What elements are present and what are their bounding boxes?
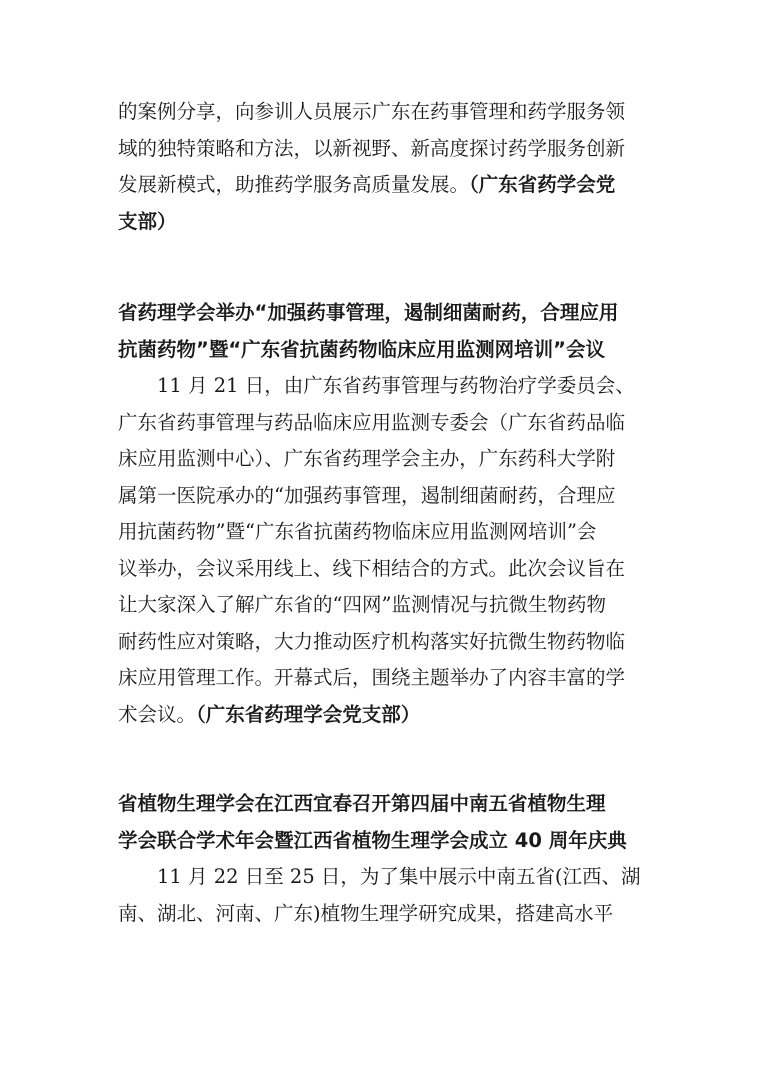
article-2-title-line: 抗菌药物”暨“广东省抗菌药物临床应用监测网培训”会议 bbox=[118, 337, 605, 361]
article-2-body-line: 床应用管理工作。开幕式后，围绕主题举办了内容丰富的学 bbox=[118, 666, 626, 689]
article-2-source: （广东省药理学会党支部） bbox=[196, 702, 421, 726]
article-1-source-cont: 支部） bbox=[118, 209, 177, 233]
article-1-body-line: 的案例分享，向参训人员展示广东在药事管理和药学服务领 bbox=[118, 100, 626, 123]
article-3-title-line: 省植物生理学会在江西宜春召开第四届中南五省植物生理 bbox=[118, 792, 606, 815]
article-3 bbox=[118, 786, 658, 932]
article-2-body-line: 耐药性应对策略，大力推动医疗机构落实好抗微生物药物临 bbox=[118, 629, 626, 653]
article-3-body-line: 11 月 22 日至 25 日，为了集中展示中南五省(江西、湖 bbox=[157, 865, 641, 888]
article-2-body-line: 让大家深入了解广东省的“四网”监测情况与抗微生物药物 bbox=[118, 593, 606, 616]
article-2-body-line: 属第一医院承办的“加强药事管理，遏制细菌耐药，合理应 bbox=[118, 483, 616, 507]
article-2-body-line: 床应用监测中心）、广东省药理学会主办，广东药科大学附 bbox=[118, 447, 616, 470]
article-1-continuation bbox=[118, 94, 658, 240]
article-2-body-text: 术会议。 bbox=[118, 702, 197, 726]
article-3-body-line: 南、湖北、河南、广东)植物生理学研究成果，搭建高水平 bbox=[118, 901, 614, 925]
article-2-body-line: 用抗菌药物”暨“广东省抗菌药物临床应用监测网培训”会 bbox=[118, 520, 597, 543]
article-3-title-line: 学会联合学术年会暨江西省植物生理学会成立 40 周年庆典 bbox=[118, 828, 627, 852]
article-2-body-line: 议举办，会议采用线上、线下相结合的方式。此次会议旨在 bbox=[118, 556, 626, 580]
article-1-body-line: 域的独特策略和方法，以新视野、新高度探讨药学服务创新 bbox=[118, 136, 626, 160]
article-1-body-text: 发展新模式，助推药学服务高质量发展。 bbox=[118, 173, 470, 196]
article-2-body-line bbox=[118, 697, 658, 734]
article-2-title-line: 省药理学会举办“加强药事管理，遏制细菌耐药，合理应用 bbox=[118, 301, 619, 324]
article-2-body-line: 广东省药事管理与药品临床应用监测专委会（广东省药品临 bbox=[118, 410, 626, 434]
article-1-source: （广东省药学会党 bbox=[469, 173, 616, 196]
article-2-body-line: 11 月 21 日，由广东省药事管理与药物治疗学委员会、 bbox=[157, 374, 635, 397]
article-2 bbox=[118, 295, 658, 733]
document-page bbox=[118, 94, 658, 932]
article-1-body-line bbox=[118, 167, 658, 204]
